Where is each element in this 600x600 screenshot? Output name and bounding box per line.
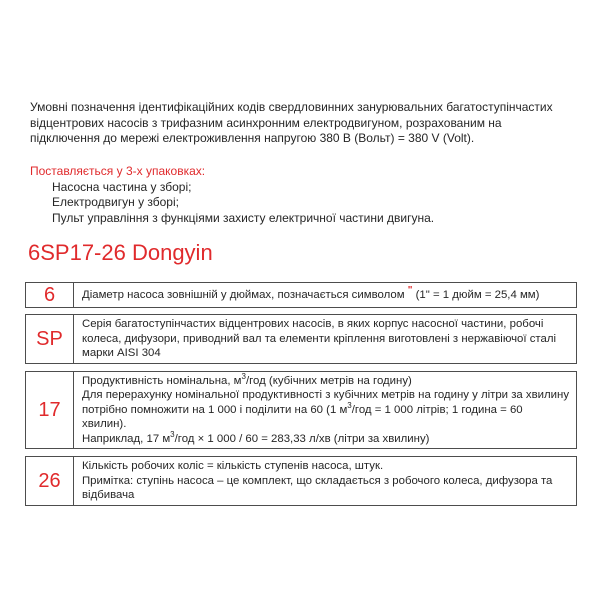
description-paragraph xyxy=(82,371,570,389)
code-cell xyxy=(26,372,74,449)
text-segment: Для перерахунку номінальної продуктивності з кубічних метрів на годину у літри за хвилину потрібно помножити на 1 000 і поділити на 60 (1 м xyxy=(82,389,570,416)
table-row-stages xyxy=(25,456,577,506)
code-value: 17 xyxy=(38,398,61,421)
packaging-heading: Поставляється у 3-х упаковках: xyxy=(30,164,206,178)
description-cell xyxy=(74,372,576,449)
packaging-section xyxy=(30,164,570,226)
code-value: SP xyxy=(36,327,63,350)
text-segment: Наприклад, 17 м xyxy=(82,432,171,445)
code-value: 26 xyxy=(38,469,61,492)
code-cell xyxy=(26,315,74,363)
superscript-3: 3 xyxy=(170,429,175,439)
description-paragraph xyxy=(82,388,570,432)
code-cell xyxy=(26,457,74,505)
packaging-list xyxy=(52,180,570,227)
text-segment: /год = 1 000 літрів; 1 година = 60 хвилин). xyxy=(82,403,523,430)
description-paragraph xyxy=(82,474,570,503)
description-cell xyxy=(74,457,576,505)
text-segment: Серія багатоступінчастих відцентрових насосів, в яких корпус насосної частини, робочі колеса, дифузори, приводний вал та елементи кріплення виготовлені з нержавіючої сталі марки AISI 304 xyxy=(82,318,557,359)
code-cell xyxy=(26,283,74,307)
inch-symbol: " xyxy=(407,284,413,296)
text-segment: /год × 1 000 / 60 = 283,33 л/хв (літри за хвилину) xyxy=(174,432,430,445)
model-title: 6SP17-26 Dongyin xyxy=(28,240,213,265)
code-value: 6 xyxy=(43,284,56,306)
description-paragraph xyxy=(82,459,570,474)
description-cell xyxy=(74,315,576,363)
spec-table xyxy=(25,282,577,506)
table-row-diameter xyxy=(25,282,577,308)
text-segment: Примітка: ступінь насоса – це комплект, що складається з робочого колеса, дифузора та відбивача xyxy=(82,474,553,501)
packaging-list-item: Пульт управління з функціями захисту електричної частини двигуна. xyxy=(52,210,435,225)
superscript-3: 3 xyxy=(241,371,246,381)
table-row-series xyxy=(25,314,577,364)
packaging-list-item: Електродвигун у зборі; xyxy=(52,195,179,209)
superscript-3: 3 xyxy=(347,400,352,410)
packaging-list-item: Насосна частина у зборі; xyxy=(52,179,192,194)
description-paragraph xyxy=(82,317,570,361)
description-paragraph xyxy=(82,429,570,447)
text-segment: (1" = 1 дюйм = 25,4 мм) xyxy=(412,288,540,301)
table-row-capacity xyxy=(25,371,577,450)
text-segment: Діаметр насоса зовнішній у дюймах, позначається символом xyxy=(82,288,408,301)
text-segment: /год (кубічних метрів на годину) xyxy=(245,374,412,387)
text-segment: Продуктивність номінальна, м xyxy=(82,374,242,387)
description-paragraph xyxy=(82,284,570,303)
text-segment: Кількість робочих коліс = кількість ступенів насоса, штук. xyxy=(82,460,384,472)
description-cell xyxy=(74,283,576,307)
intro-paragraph: Умовні позначення ідентифікаційних кодів свердловинних занурювальних багатоступінчастих відцентрових насосів з трифазним асинхронним електродвигуном, розрахованим на підключення до мережі електроживлення напругою 380 В (Вольт) = 380 V (Volt). xyxy=(30,100,553,145)
